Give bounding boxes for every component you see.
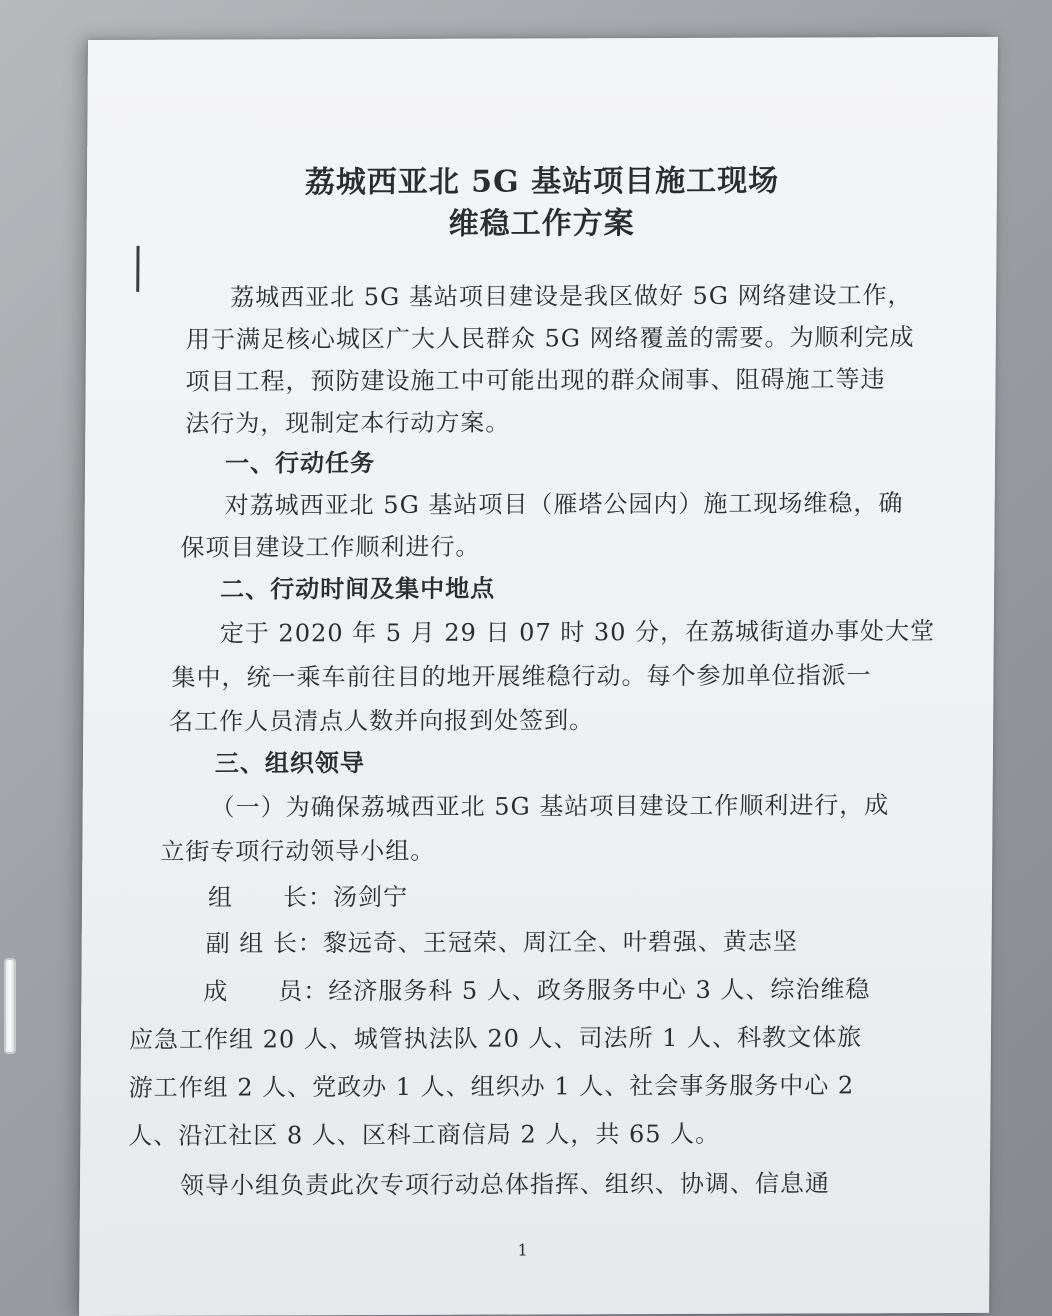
section-2-line-1: 定于 2020 年 5 月 29 日 07 时 30 分，在荔城街道办事处大堂 xyxy=(219,617,936,648)
section-3-line-1: （一）为确保荔城西亚北 5G 基站项目建设工作顺利进行，成 xyxy=(210,791,890,822)
intro-line-1: 荔城西亚北 5G 基站项目建设是我区做好 5G 网络建设工作， xyxy=(230,281,913,312)
margin-mark xyxy=(136,246,139,292)
members-line-2: 应急工作组 20 人、城管执法队 20 人、司法所 1 人、科教文体旅 xyxy=(128,1023,863,1054)
deputy-leader-line: 副 组 长：黎远奇、王冠荣、周江全、叶碧强、黄志坚 xyxy=(205,927,799,958)
section-1-line-1: 对荔城西亚北 5G 基站项目（雁塔公园内）施工现场维稳，确 xyxy=(224,489,904,520)
section-1-heading: 一、行动任务 xyxy=(224,449,376,478)
document-title-line-1: 荔城西亚北 5G 基站项目施工现场 xyxy=(304,163,780,201)
members-line-3: 游工作组 2 人、党政办 1 人、组织办 1 人、社会事务服务中心 2 xyxy=(128,1071,855,1102)
members-line-4: 人、沿江社区 8 人、区科工商信局 2 人，共 65 人。 xyxy=(128,1119,721,1150)
section-3-heading: 三、组织领导 xyxy=(214,749,366,778)
intro-line-4: 法行为，现制定本行动方案。 xyxy=(185,408,511,438)
page-number: 1 xyxy=(517,1240,528,1260)
members-line-1: 成 员：经济服务科 5 人、政务服务中心 3 人、综治维稳 xyxy=(203,975,871,1006)
document-page xyxy=(79,37,998,1316)
section-2-heading: 二、行动时间及集中地点 xyxy=(220,574,496,604)
document-title-line-2: 维稳工作方案 xyxy=(448,206,635,242)
section-3-line-last: 领导小组负责此次专项行动总体指挥、组织、协调、信息通 xyxy=(179,1169,831,1200)
leader-line: 组 长：汤剑宁 xyxy=(207,882,409,912)
section-2-line-2: 集中，统一乘车前往目的地开展维稳行动。每个参加单位指派一 xyxy=(171,661,872,692)
section-1-line-2: 保项目建设工作顺利进行。 xyxy=(180,532,481,562)
section-3-line-2: 立街专项行动领导小组。 xyxy=(160,836,436,866)
intro-line-3: 项目工程，预防建设施工中可能出现的群众闹事、阻碍施工等违 xyxy=(185,365,886,396)
section-2-line-3: 名工作人员清点人数并向报到处签到。 xyxy=(169,706,595,736)
binder-clip-icon xyxy=(4,958,16,1054)
intro-line-2: 用于满足核心城区广大人民群众 5G 网络覆盖的需要。为顺利完成 xyxy=(185,323,915,354)
